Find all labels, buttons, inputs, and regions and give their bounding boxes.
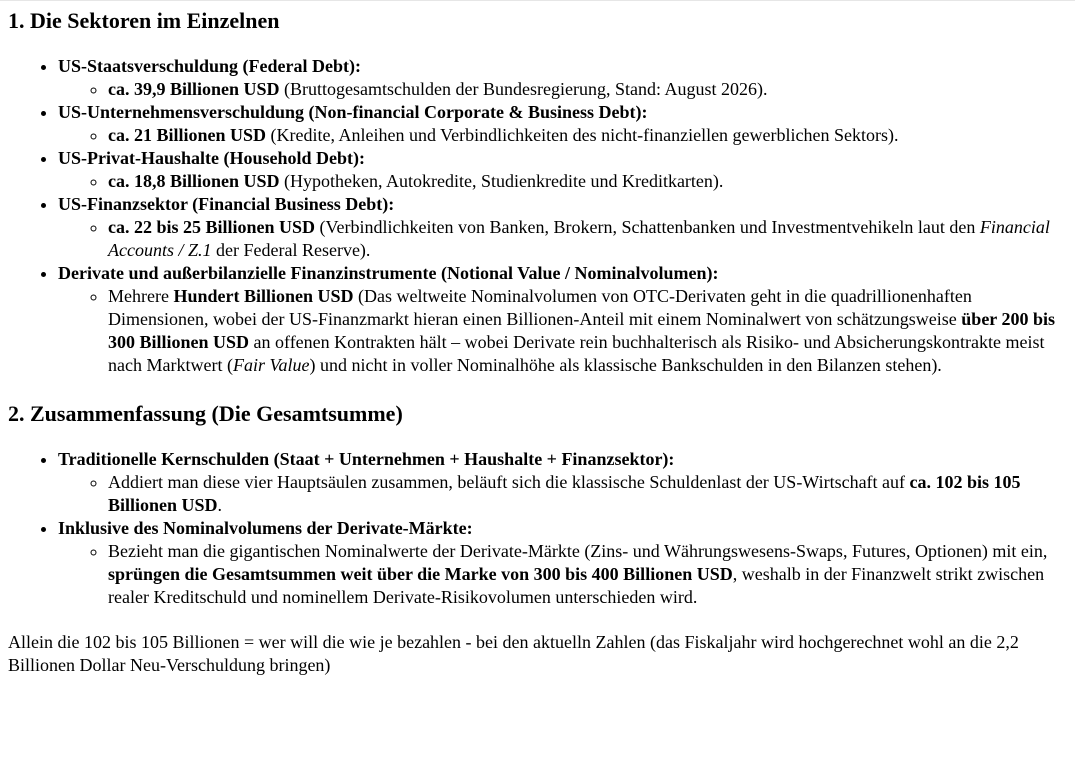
sub-item: [108, 471, 1067, 517]
bold-value: ca. 22 bis 25 Billionen USD: [108, 217, 316, 237]
item-heading: Inklusive des Nominalvolumens der Derivate-Märkte:: [58, 518, 473, 538]
sub-list: [58, 78, 1067, 101]
item-text: Addiert man diese vier Hauptsäulen zusammen, beläuft sich die klassische Schuldenlast der US-Wirtschaft auf: [108, 472, 910, 492]
sub-item: [108, 285, 1067, 377]
list-item: [58, 147, 1067, 193]
item-text: , weshalb in der Finanzwelt strikt zwischen realer Kreditschuld und nominellem Derivate-Risikovolumen unterschieden wird.: [108, 564, 1045, 607]
item-text: der Federal Reserve).: [211, 240, 371, 260]
item-text: (Hypotheken, Autokredite, Studienkredite und Kreditkarten).: [279, 171, 724, 191]
item-text: (Kredite, Anleihen und Verbindlichkeiten des nicht-finanziellen gewerblichen Sektors).: [266, 125, 899, 145]
summary-list: [8, 448, 1067, 609]
bold-value: ca. 18,8 Billionen USD: [108, 171, 280, 191]
section-title-sectors: 1. Die Sektoren im Einzelnen: [8, 8, 280, 33]
italic-text: Financial Accounts / Z.1: [108, 217, 1050, 260]
sub-item: [108, 78, 1067, 101]
item-text: .: [217, 495, 223, 515]
item-text: (Verbindlichkeiten von Banken, Brokern, Schattenbanken und Investmentvehikeln laut den: [315, 217, 980, 237]
sub-list: [58, 285, 1067, 377]
sub-item: [108, 540, 1067, 609]
item-heading: Derivate und außerbilanzielle Finanzinstrumente (Notional Value / Nominalvolumen):: [58, 263, 719, 283]
item-text: (Das weltweite Nominalvolumen von OTC-Derivaten geht in die quadrillionenhaften Dimensionen, wobei der US-Finanzmarkt hieran einen Billionen-Anteil mit einem Nominalwert von schätzungsweise: [108, 286, 972, 329]
bold-value: ca. 21 Billionen USD: [108, 125, 267, 145]
item-heading: US-Staatsverschuldung (Federal Debt):: [58, 56, 361, 76]
item-text: (Bruttogesamtschulden der Bundesregierung, Stand: August 2026).: [279, 79, 768, 99]
sub-list: [58, 540, 1067, 609]
bold-value: sprüngen die Gesamtsummen weit über die Marke von 300 bis 400 Billionen USD: [108, 564, 733, 584]
sub-item: [108, 216, 1067, 262]
item-text: an offenen Kontrakten hält – wobei Derivate rein buchhalterisch als Risiko- und Absicherungskontrakte meist nach Marktwert (: [108, 332, 1045, 375]
section-title-summary: 2. Zusammenfassung (Die Gesamtsumme): [8, 401, 403, 426]
item-heading: US-Finanzsektor (Financial Business Debt):: [58, 194, 395, 214]
closing-paragraph: Allein die 102 bis 105 Billionen = wer will die wie je bezahlen - bei den aktuelln Zahlen (das Fiskaljahr wird hochgerechnet wohl an die 2,2 Billionen Dollar Neu-Verschuldung bringen): [8, 632, 1019, 675]
item-text: Bezieht man die gigantischen Nominalwerte der Derivate-Märkte (Zins- und Währungswesens-Swaps, Futures, Optionen) mit ein,: [108, 541, 1048, 561]
list-item: [58, 448, 1067, 517]
sectors-list: [8, 55, 1067, 377]
list-item: [58, 55, 1067, 101]
item-heading: Traditionelle Kernschulden (Staat + Unternehmen + Haushalte + Finanzsektor):: [58, 449, 675, 469]
list-item: [58, 101, 1067, 147]
sub-list: [58, 471, 1067, 517]
sub-list: [58, 124, 1067, 147]
italic-text: Fair Value: [232, 355, 310, 375]
document: [0, 7, 1075, 677]
list-item: [58, 193, 1067, 262]
sub-item: [108, 124, 1067, 147]
bold-value: Hundert Billionen USD: [173, 286, 354, 306]
item-text: ) und nicht in voller Nominalhöhe als klassische Bankschulden in den Bilanzen stehen).: [309, 355, 942, 375]
sub-list: [58, 170, 1067, 193]
sub-item: [108, 170, 1067, 193]
bold-value: ca. 102 bis 105 Billionen USD: [108, 472, 1021, 515]
bold-value: ca. 39,9 Billionen USD: [108, 79, 280, 99]
list-item: [58, 517, 1067, 609]
item-heading: US-Unternehmensverschuldung (Non-financial Corporate & Business Debt):: [58, 102, 648, 122]
item-heading: US-Privat-Haushalte (Household Debt):: [58, 148, 365, 168]
sub-list: [58, 216, 1067, 262]
list-item: [58, 262, 1067, 377]
bold-value: über 200 bis 300 Billionen USD: [108, 309, 1055, 352]
item-text: Mehrere: [108, 286, 174, 306]
